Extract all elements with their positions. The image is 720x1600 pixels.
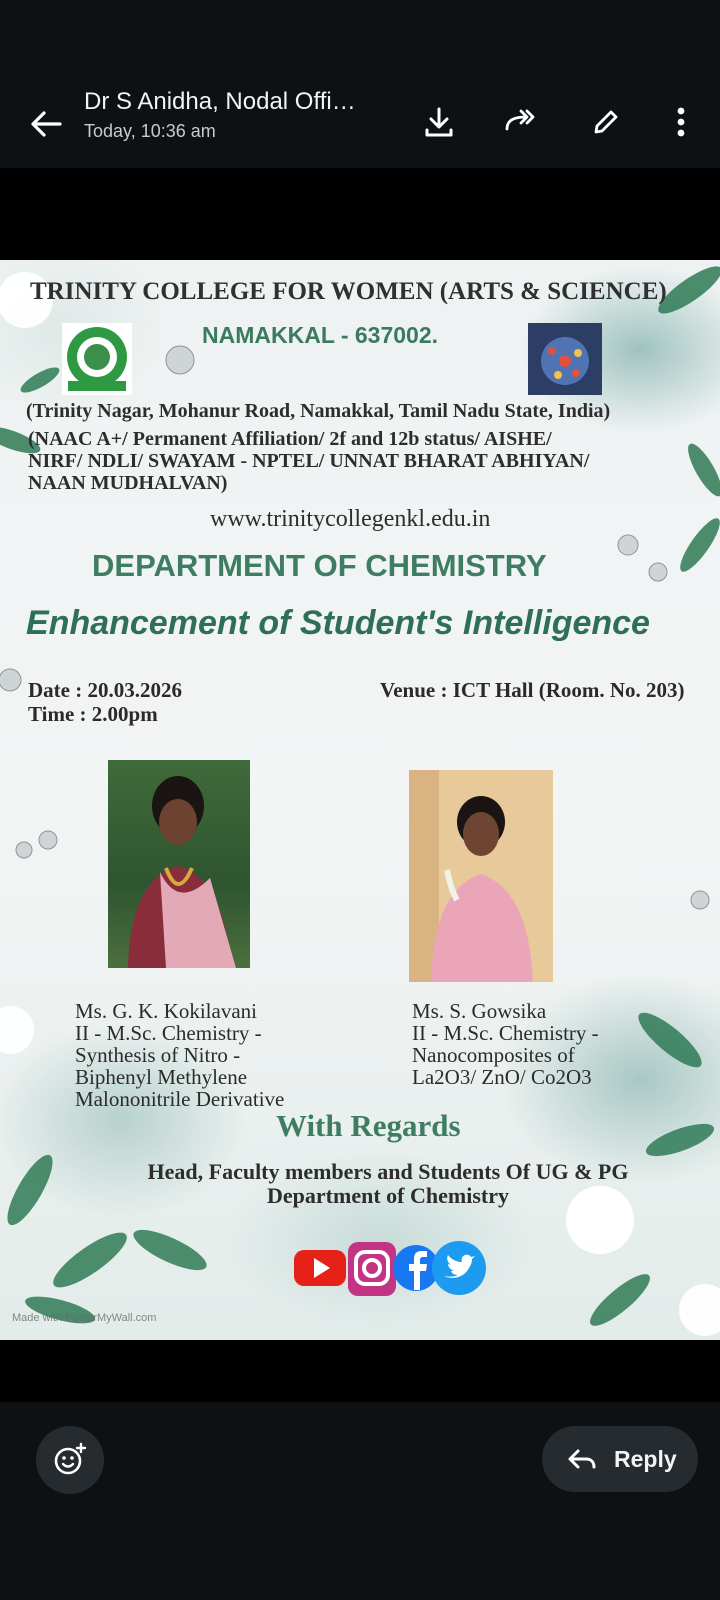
speaker-2-details: Ms. S. Gowsika II - M.Sc. Chemistry - Nanocomposites of La2O3/ ZnO/ Co2O3	[412, 999, 599, 1089]
event-poster-image[interactable]	[0, 260, 720, 1340]
status-bar	[0, 0, 720, 80]
reply-label: Reply	[614, 1445, 677, 1472]
sender-title: Dr S Anidha, Nodal Offi…	[84, 88, 356, 115]
app-bar	[0, 80, 720, 168]
back-icon	[22, 100, 70, 148]
add-reaction-button[interactable]	[36, 1426, 104, 1494]
speaker-photo-1	[108, 760, 250, 968]
regards-from: Head, Faculty members and Students Of UG & PG Department of Chemistry	[147, 1159, 629, 1208]
bottom-action-bar	[0, 1402, 720, 1600]
event-title: Enhancement of Student's Intelligence	[26, 604, 650, 642]
department-logo	[528, 323, 602, 395]
twitter-icon	[430, 1238, 488, 1298]
college-affiliations: (NAAC A+/ Permanent Affiliation/ 2f and 12b status/ AISHE/ NIRF/ NDLI/ SWAYAM - NPTEL/ UNNAT BHARAT ABHIYAN/ NAAN MUDHALVAN)	[28, 428, 590, 494]
timestamp: Today, 10:36 am	[84, 121, 216, 141]
college-website: www.trinitycollegenkl.edu.in	[210, 506, 491, 532]
college-city: NAMAKKAL - 637002.	[202, 322, 439, 348]
event-venue: Venue : ICT Hall (Room. No. 203)	[380, 678, 685, 702]
add-reaction-icon	[52, 1442, 88, 1478]
college-name: TRINITY COLLEGE FOR WOMEN (ARTS & SCIENCE)	[30, 278, 667, 305]
more-vert-icon	[669, 102, 693, 142]
edit-icon	[586, 102, 626, 142]
speaker-photo-2	[409, 770, 553, 982]
college-logo	[62, 323, 132, 395]
back-button[interactable]	[22, 100, 70, 148]
forward-button[interactable]	[498, 98, 546, 146]
speaker-1-details: Ms. G. K. Kokilavani II - M.Sc. Chemistry - Synthesis of Nitro - Biphenyl Methylene Malononitrile Derivative	[75, 999, 285, 1111]
poster-watermark: Made with PosterMyWall.com	[12, 1312, 157, 1324]
edit-button[interactable]	[582, 98, 630, 146]
download-icon	[419, 102, 459, 142]
download-button[interactable]	[415, 98, 463, 146]
regards-heading: With Regards	[276, 1108, 461, 1143]
youtube-icon	[292, 1238, 348, 1298]
forward-icon	[502, 102, 542, 142]
reply-button[interactable]	[542, 1426, 698, 1492]
college-address: (Trinity Nagar, Mohanur Road, Namakkal, Tamil Nadu State, India)	[26, 400, 611, 422]
department-heading: DEPARTMENT OF CHEMISTRY	[92, 548, 547, 583]
conversation-title-block[interactable]	[84, 88, 394, 142]
event-date-time: Date : 20.03.2026 Time : 2.00pm	[28, 678, 182, 726]
reply-icon	[566, 1443, 598, 1475]
more-options-button[interactable]	[657, 98, 705, 146]
